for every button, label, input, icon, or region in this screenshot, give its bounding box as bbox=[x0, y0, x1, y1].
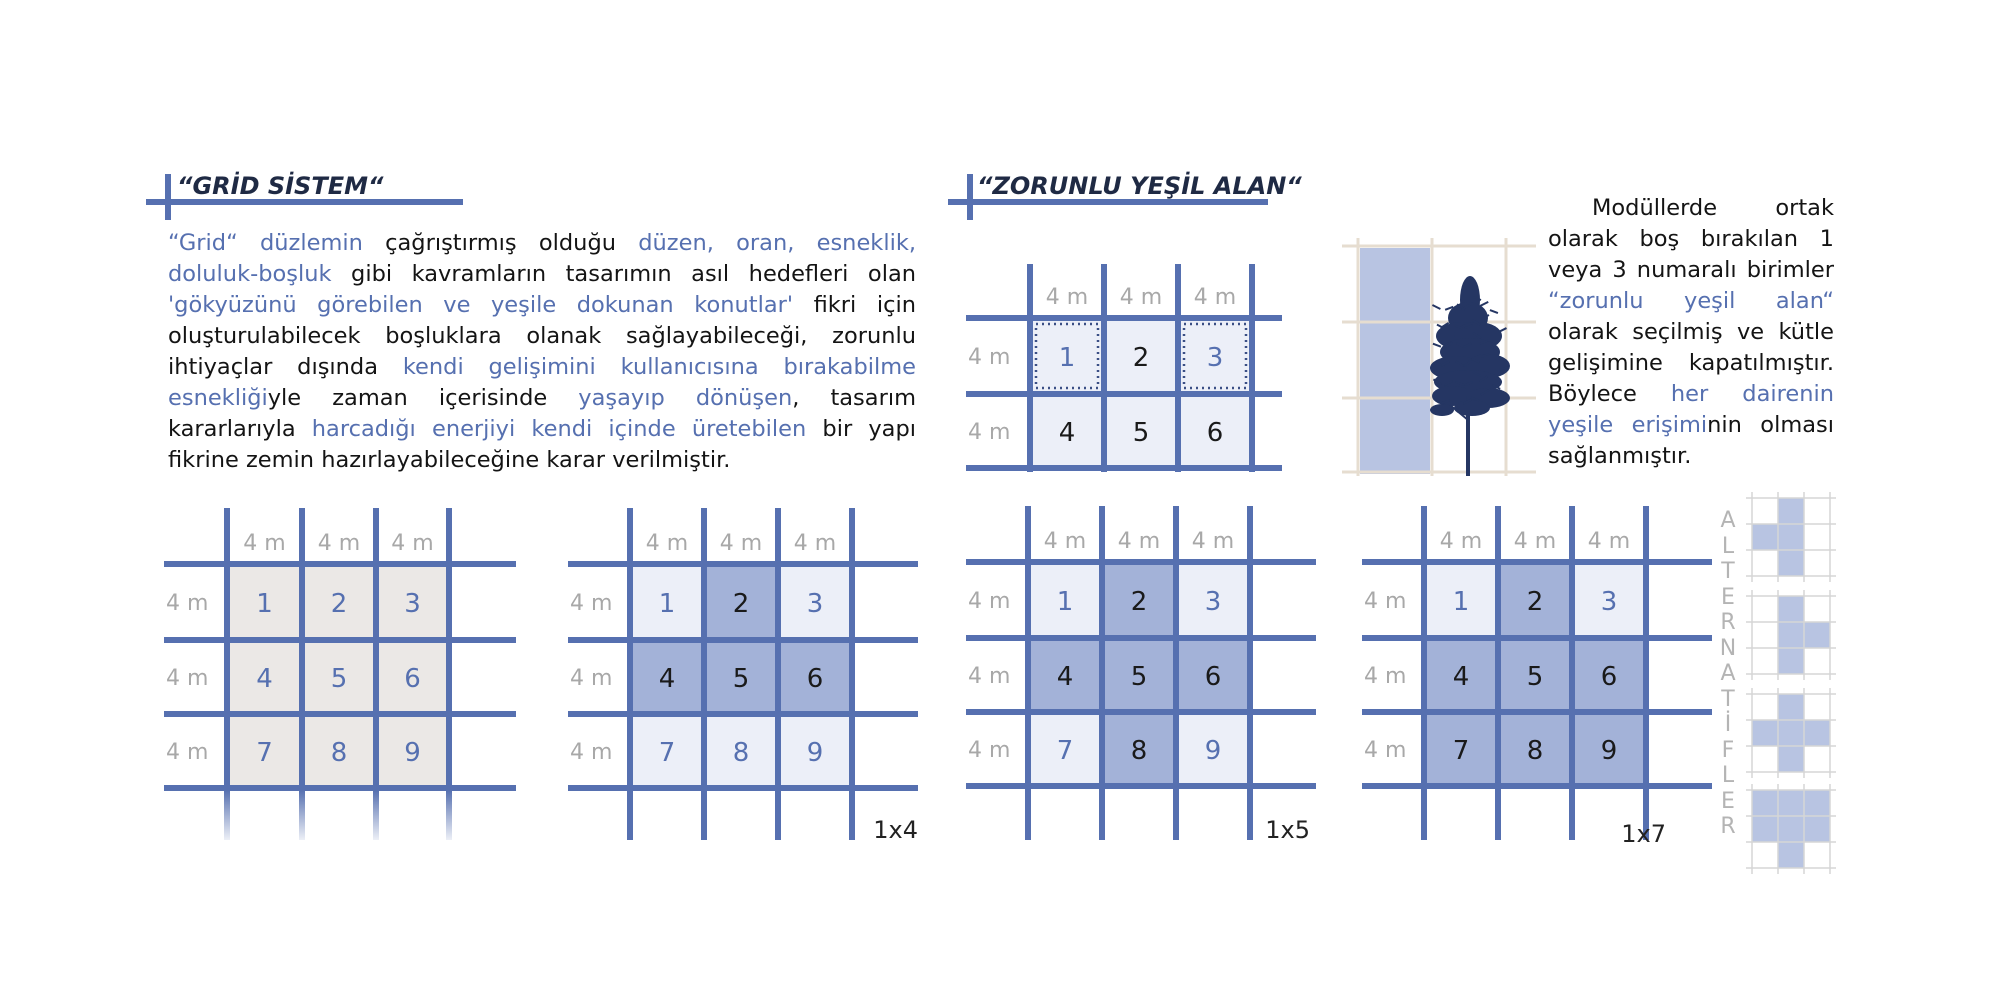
alternatives-letter: L bbox=[1721, 763, 1735, 788]
alternative-cell bbox=[1778, 720, 1804, 746]
cell-number: 1 bbox=[256, 589, 273, 619]
cell-number: 5 bbox=[1526, 662, 1544, 692]
highlighted-phrase: “Grid“ düzlemin bbox=[168, 230, 363, 256]
dimension-label: 4 m bbox=[645, 531, 689, 556]
alternative-cell bbox=[1804, 622, 1830, 648]
module-label: 1x4 bbox=[873, 816, 918, 844]
frame-line-vertical bbox=[1431, 238, 1434, 476]
alternative-cell bbox=[1778, 524, 1804, 550]
alternative-cell bbox=[1752, 720, 1778, 746]
alternatives-letter: T bbox=[1721, 686, 1735, 712]
grid-line-horizontal bbox=[164, 711, 516, 717]
grid-line-horizontal bbox=[966, 315, 1282, 321]
cell-number: 8 bbox=[1130, 736, 1148, 766]
cell-number: 3 bbox=[1206, 343, 1224, 373]
frame-line-vertical bbox=[1357, 238, 1360, 476]
highlighted-phrase: 'gökyüzünü görebilen ve yeşile dokunan konutlar' bbox=[168, 292, 794, 318]
tree-needle bbox=[1480, 302, 1488, 306]
alternative-cell bbox=[1778, 498, 1804, 524]
cell-number: 7 bbox=[256, 738, 273, 768]
grid-line-vertical bbox=[1101, 264, 1107, 472]
alternative-cell bbox=[1752, 816, 1778, 842]
cell-number: 5 bbox=[1132, 418, 1150, 448]
paragraph-text: çağrıştırmış olduğu bbox=[362, 230, 639, 256]
cell-number: 7 bbox=[658, 738, 676, 768]
alternatives-letter: L bbox=[1721, 533, 1735, 559]
grid-line-vertical bbox=[1495, 506, 1501, 840]
highlighted-phrase: “zorunlu yeşil alan“ bbox=[1548, 288, 1834, 314]
alternative-cell bbox=[1778, 790, 1804, 816]
cell-number: 4 bbox=[1056, 662, 1074, 692]
cell-number: 1 bbox=[658, 589, 676, 619]
grid-line-vertical bbox=[1027, 264, 1033, 472]
module-label: 1x5 bbox=[1265, 816, 1310, 844]
alternatives-letter: F bbox=[1721, 737, 1735, 763]
paragraph-text: , tasarım kararlarıyla bbox=[168, 385, 916, 442]
grid-line-vertical bbox=[1099, 506, 1105, 840]
alternatives-label bbox=[1716, 508, 1740, 840]
frame-line-vertical bbox=[1505, 238, 1508, 476]
cell-number: 1 bbox=[1452, 587, 1470, 617]
cell-number: 1 bbox=[1056, 587, 1074, 617]
alternatives-letter: T bbox=[1721, 559, 1735, 584]
grid-line-horizontal bbox=[568, 637, 918, 643]
alternative-cell bbox=[1778, 648, 1804, 674]
dimension-label: 4 m bbox=[1045, 285, 1089, 310]
paragraph-text: bir yapı fikrine zemin hazırlayabileceğine karar verilmiştir. bbox=[168, 416, 917, 473]
module-label: 1x7 bbox=[1621, 820, 1666, 848]
cell-number: 4 bbox=[1452, 662, 1470, 692]
paragraph-text: Modüllerde ortak olarak boş bırakılan 1 veya 3 numaralı birimler bbox=[1548, 195, 1834, 283]
grid-line-horizontal bbox=[164, 561, 516, 567]
dimension-label: 4 m bbox=[1439, 529, 1483, 554]
grid-line-vertical bbox=[1175, 264, 1181, 472]
cell-number: 3 bbox=[806, 589, 824, 619]
dimension-label: 4 m bbox=[317, 531, 361, 556]
cell-number: 7 bbox=[1452, 736, 1470, 766]
grid-line-vertical bbox=[1249, 264, 1255, 472]
paragraph-text: nin olması sağlanmıştır. bbox=[1548, 412, 1834, 469]
grid-line-vertical bbox=[1421, 506, 1427, 840]
green-strip bbox=[1360, 248, 1430, 474]
cell-number: 3 bbox=[404, 589, 421, 619]
cell-number: 2 bbox=[1132, 343, 1150, 373]
fade-overlay bbox=[162, 790, 518, 846]
grid-line-horizontal bbox=[966, 635, 1316, 641]
grid-line-horizontal bbox=[1362, 635, 1712, 641]
dimension-label: 4 m bbox=[391, 531, 434, 556]
dimension-label: 4 m bbox=[968, 589, 1011, 614]
dimension-label: 4 m bbox=[166, 666, 209, 691]
dimension-label: 4 m bbox=[166, 740, 209, 765]
green-area-title: “ZORUNLU YEŞİL ALAN“ bbox=[977, 172, 1302, 200]
dimension-label: 4 m bbox=[1587, 529, 1631, 554]
dimension-label: 4 m bbox=[968, 738, 1011, 763]
highlighted-phrase: yaşayıp dönüşen bbox=[578, 385, 793, 411]
grid-line-vertical bbox=[849, 508, 855, 840]
tree-needle bbox=[1490, 310, 1498, 313]
alternative-cell bbox=[1752, 524, 1778, 550]
tree-needle bbox=[1433, 344, 1441, 347]
grid-line-vertical bbox=[701, 508, 707, 840]
alternatives-letter: E bbox=[1721, 584, 1735, 610]
cell-number: 6 bbox=[806, 664, 824, 694]
highlighted-phrase: her dairenin yeşile erişimi bbox=[1548, 381, 1834, 438]
cell-number: 8 bbox=[330, 738, 348, 768]
tree-icon bbox=[1430, 276, 1510, 416]
alternative-cell bbox=[1752, 790, 1778, 816]
paragraph-text: gibi kavramların tasarımın asıl hedefleri olan bbox=[331, 261, 916, 287]
frame-line-horizontal bbox=[1342, 471, 1536, 474]
grid-line-horizontal bbox=[1362, 559, 1712, 565]
cell-number: 5 bbox=[732, 664, 750, 694]
dimension-label: 4 m bbox=[1191, 529, 1235, 554]
cell-number: 9 bbox=[806, 738, 824, 768]
cell-number: 9 bbox=[404, 738, 421, 768]
cell-number: 6 bbox=[1204, 662, 1222, 692]
dimension-label: 4 m bbox=[1364, 589, 1407, 614]
frame-line-horizontal bbox=[1342, 321, 1536, 324]
cell-number: 1 bbox=[1058, 343, 1076, 373]
dimension-label: 4 m bbox=[719, 531, 763, 556]
cell-number: 8 bbox=[1526, 736, 1544, 766]
dimension-label: 4 m bbox=[570, 740, 613, 765]
alternatives-letter: R bbox=[1720, 814, 1736, 839]
alternative-cell bbox=[1778, 746, 1804, 772]
dimension-label: 4 m bbox=[968, 420, 1011, 445]
grid-line-horizontal bbox=[966, 391, 1282, 397]
dimension-label: 4 m bbox=[243, 531, 286, 556]
paragraph-text: yle zaman içerisinde bbox=[267, 385, 579, 411]
grid-line-horizontal bbox=[1362, 709, 1712, 715]
cell-number: 6 bbox=[1600, 662, 1618, 692]
dimension-label: 4 m bbox=[1117, 529, 1161, 554]
alternative-cell bbox=[1804, 720, 1830, 746]
alternative-cell bbox=[1804, 816, 1830, 842]
alternative-cell bbox=[1778, 596, 1804, 622]
grid-line-horizontal bbox=[966, 783, 1316, 789]
grid-line-horizontal bbox=[568, 785, 918, 791]
dimension-label: 4 m bbox=[570, 591, 613, 616]
cell-number: 2 bbox=[1130, 587, 1148, 617]
cell-number: 5 bbox=[330, 664, 348, 694]
dimension-label: 4 m bbox=[1364, 738, 1407, 763]
grid-line-horizontal bbox=[966, 709, 1316, 715]
grid-line-vertical bbox=[627, 508, 633, 840]
grid-line-vertical bbox=[1643, 506, 1649, 840]
dimension-label: 4 m bbox=[968, 664, 1011, 689]
dimension-label: 4 m bbox=[570, 666, 613, 691]
cell-number: 2 bbox=[1526, 587, 1544, 617]
cell-number: 7 bbox=[1056, 736, 1074, 766]
dimension-label: 4 m bbox=[968, 345, 1011, 370]
grid-line-vertical bbox=[1247, 506, 1253, 840]
cell-number: 6 bbox=[404, 664, 421, 694]
alternative-cell bbox=[1804, 790, 1830, 816]
alternatives-letter: E bbox=[1721, 788, 1735, 814]
cell-number: 4 bbox=[256, 664, 273, 694]
highlighted-phrase: kendi gelişimini kullanıcısına bırakabilme esnekliği bbox=[168, 354, 916, 411]
cell-number: 4 bbox=[1058, 418, 1076, 448]
cell-number: 3 bbox=[1204, 587, 1222, 617]
cell-number: 9 bbox=[1600, 736, 1618, 766]
cell-number: 5 bbox=[1130, 662, 1148, 692]
paragraph-text: olarak seçilmiş ve kütle gelişimine kapatılmıştır. Böylece bbox=[1548, 319, 1834, 407]
cell-number: 2 bbox=[330, 589, 348, 619]
dimension-label: 4 m bbox=[166, 591, 209, 616]
grid-line-horizontal bbox=[568, 711, 918, 717]
grid-line-horizontal bbox=[568, 561, 918, 567]
dimension-label: 4 m bbox=[793, 531, 837, 556]
alternatives-letter: A bbox=[1720, 508, 1736, 533]
alternative-cell bbox=[1778, 816, 1804, 842]
grid-system-title: “GRİD SİSTEM“ bbox=[177, 172, 384, 200]
dimension-label: 4 m bbox=[1119, 285, 1163, 310]
tree-foliage bbox=[1454, 400, 1490, 416]
dimension-label: 4 m bbox=[1043, 529, 1087, 554]
grid-line-vertical bbox=[1025, 506, 1031, 840]
highlighted-phrase: düzen, oran, esneklik, doluluk-boşluk bbox=[168, 230, 917, 287]
alternative-cell bbox=[1778, 842, 1804, 868]
grid-line-vertical bbox=[1569, 506, 1575, 840]
paragraph-text: fikri için oluşturulabilecek boşluklara olanak sağlayabileceği, zorunlu ihtiyaçlar dışında bbox=[168, 292, 916, 380]
cell-number: 3 bbox=[1600, 587, 1618, 617]
alternatives-letter: A bbox=[1720, 661, 1736, 686]
dimension-label: 4 m bbox=[1193, 285, 1237, 310]
dimension-label: 4 m bbox=[1364, 664, 1407, 689]
highlighted-phrase: harcadığı enerjiyi kendi içinde üretebilen bbox=[311, 416, 807, 442]
cell-number: 6 bbox=[1206, 418, 1224, 448]
alternatives-letter: N bbox=[1719, 635, 1737, 661]
cell-number: 2 bbox=[732, 589, 750, 619]
cell-number: 9 bbox=[1204, 736, 1222, 766]
alternative-cell bbox=[1778, 694, 1804, 720]
grid-line-vertical bbox=[1173, 506, 1179, 840]
grid-line-horizontal bbox=[1362, 783, 1712, 789]
grid-line-horizontal bbox=[966, 559, 1316, 565]
alternatives-letter: R bbox=[1720, 610, 1736, 635]
tree-foliage bbox=[1430, 404, 1454, 416]
cell-number: 8 bbox=[732, 738, 750, 768]
grid-line-horizontal bbox=[164, 637, 516, 643]
grid-line-vertical bbox=[775, 508, 781, 840]
frame-line-horizontal bbox=[1342, 245, 1536, 248]
alternative-cell bbox=[1778, 550, 1804, 576]
dimension-label: 4 m bbox=[1513, 529, 1557, 554]
tree-needle bbox=[1432, 305, 1440, 309]
grid-line-horizontal bbox=[966, 465, 1282, 471]
alternatives-letter: İ bbox=[1724, 712, 1732, 737]
cell-number: 4 bbox=[658, 664, 676, 694]
alternative-cell bbox=[1778, 622, 1804, 648]
